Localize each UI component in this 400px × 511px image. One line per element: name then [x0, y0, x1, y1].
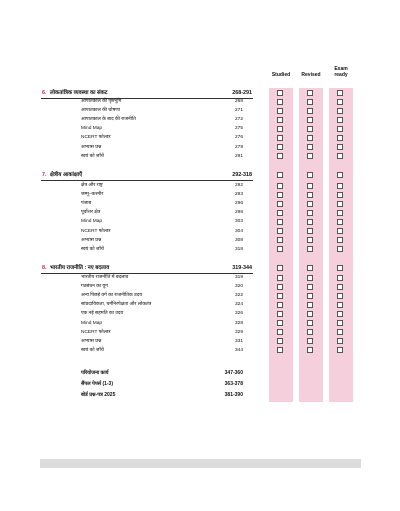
exam-ready-checkbox[interactable] — [337, 126, 343, 132]
topic-row[interactable] — [81, 228, 243, 235]
topic-title: अभ्यास प्रश्न — [81, 144, 102, 150]
revised-checkbox[interactable] — [307, 126, 313, 132]
topic-page: 318 — [234, 246, 243, 252]
topic-page: 292 — [234, 183, 243, 188]
exam-ready-checkbox[interactable] — [337, 90, 343, 96]
footer-bar — [40, 459, 361, 468]
revised-checkbox[interactable] — [307, 192, 313, 198]
topic-row[interactable] — [81, 134, 243, 141]
exam-ready-checkbox[interactable] — [337, 265, 343, 271]
topic-title: गठबंधन का युग — [81, 284, 108, 290]
topic-row[interactable] — [81, 218, 243, 225]
topic-row[interactable] — [81, 301, 243, 308]
topic-title: स्वयं को जाँचें — [81, 246, 104, 252]
topic-title: आपातकाल की घोषणा — [81, 108, 120, 114]
topic-page: 268 — [234, 99, 243, 104]
revised-checkbox[interactable] — [307, 219, 313, 225]
exam-ready-checkbox[interactable] — [337, 144, 343, 150]
revised-checkbox[interactable] — [307, 293, 313, 299]
revised-checkbox[interactable] — [307, 99, 313, 105]
topic-row[interactable] — [81, 125, 243, 132]
topic-title: जम्मू–कश्मीर — [81, 192, 104, 198]
exam-ready-checkbox[interactable] — [337, 338, 343, 344]
topic-title: अभ्यास प्रश्न — [81, 338, 102, 344]
exam-ready-checkbox[interactable] — [337, 311, 343, 317]
topic-row[interactable] — [81, 237, 243, 244]
studied-header: Studied — [271, 72, 291, 78]
exam-ready-checkbox[interactable] — [337, 347, 343, 353]
exam-ready-checkbox[interactable] — [337, 237, 343, 243]
revised-checkbox[interactable] — [307, 90, 313, 96]
topic-page: 344 — [234, 347, 243, 353]
topic-page: 275 — [234, 126, 243, 132]
revised-checkbox[interactable] — [307, 246, 313, 252]
topic-page: 329 — [234, 329, 243, 335]
topic-row[interactable] — [81, 209, 243, 216]
chapter-heading[interactable] — [42, 89, 252, 97]
topic-title: सांप्रदायिकता, धर्मनिरपेक्षता और लोकतंत्र — [81, 302, 152, 308]
chapter-heading[interactable] — [42, 264, 252, 272]
chapter-title: भारतीय राजनीति : नए बदलाव — [50, 265, 110, 271]
topic-row[interactable] — [81, 191, 243, 198]
topic-page: 328 — [234, 320, 243, 326]
chapter-underline — [41, 180, 253, 181]
studied-checkbox[interactable] — [277, 172, 283, 178]
studied-checkbox[interactable] — [277, 99, 283, 105]
exam-ready-checkbox[interactable] — [337, 302, 343, 308]
exam-ready-checkbox[interactable] — [337, 153, 343, 159]
topic-title: पंजाब — [81, 201, 92, 207]
topic-page: 320 — [234, 284, 243, 290]
appendix-pages: 381-390 — [224, 392, 243, 398]
topic-title: अन्य पिछड़े वर्ग का राजनीतिक उदय — [81, 293, 143, 299]
revised-checkbox[interactable] — [307, 237, 313, 243]
topic-row[interactable] — [81, 274, 243, 281]
topic-title: Mind Map — [81, 320, 103, 326]
topic-page: 291 — [234, 153, 243, 159]
topic-row[interactable] — [81, 320, 243, 327]
topic-title: Mind Map — [81, 219, 103, 225]
topic-page: 276 — [234, 135, 243, 141]
chapter-page-range: 319-344 — [232, 265, 252, 271]
topic-title: भारतीय राजनीति में बदलाव — [81, 275, 129, 280]
topic-row[interactable] — [81, 338, 243, 345]
studied-checkbox[interactable] — [277, 135, 283, 141]
exam-ready-checkbox[interactable] — [337, 210, 343, 216]
topic-row[interactable] — [81, 200, 243, 207]
topic-row[interactable] — [81, 283, 243, 290]
revised-checkbox[interactable] — [307, 172, 313, 178]
appendix-row[interactable] — [81, 380, 243, 388]
exam-ready-checkbox[interactable] — [337, 201, 343, 207]
appendix-title: बोर्ड प्रश्न-पत्र 2025 — [81, 392, 116, 398]
exam-ready-checkbox[interactable] — [337, 192, 343, 198]
studied-checkbox[interactable] — [277, 210, 283, 216]
studied-checkbox[interactable] — [277, 201, 283, 207]
studied-checkbox[interactable] — [277, 183, 283, 189]
studied-checkbox[interactable] — [277, 329, 283, 335]
studied-checkbox[interactable] — [277, 237, 283, 243]
topic-row[interactable] — [81, 347, 243, 354]
studied-checkbox[interactable] — [277, 293, 283, 299]
topic-page: 324 — [234, 302, 243, 308]
topic-row[interactable] — [81, 144, 243, 151]
revised-checkbox[interactable] — [307, 347, 313, 353]
chapter-number: 6. — [42, 90, 47, 96]
topic-row[interactable] — [81, 292, 243, 299]
exam-ready-checkbox[interactable] — [337, 183, 343, 189]
revised-checkbox[interactable] — [307, 210, 313, 216]
chapter-number: 7. — [42, 172, 47, 178]
topic-title: पूर्वोत्तर क्षेत्र — [81, 210, 101, 216]
exam-ready-checkbox[interactable] — [337, 246, 343, 252]
exam-ready-checkbox[interactable] — [337, 329, 343, 335]
studied-checkbox[interactable] — [277, 265, 283, 271]
chapter-title: लोकतांत्रिक व्यवस्था का संकट — [50, 90, 108, 96]
studied-checkbox[interactable] — [277, 302, 283, 308]
chapter-heading[interactable] — [42, 171, 252, 179]
topic-row[interactable] — [81, 182, 243, 189]
studied-checkbox[interactable] — [277, 320, 283, 326]
topic-title: एक नई सहमति का उदय — [81, 311, 124, 317]
topic-page: 319 — [234, 275, 243, 280]
exam-ready-checkbox[interactable] — [337, 219, 343, 225]
revised-checkbox[interactable] — [307, 117, 313, 123]
revised-checkbox[interactable] — [307, 144, 313, 150]
revised-checkbox[interactable] — [307, 135, 313, 141]
revised-checkbox[interactable] — [307, 265, 313, 271]
studied-checkbox[interactable] — [277, 90, 283, 96]
revised-checkbox[interactable] — [307, 275, 313, 281]
exam-ready-checkbox[interactable] — [337, 320, 343, 326]
topic-page: 303 — [234, 219, 243, 225]
revised-checkbox[interactable] — [307, 284, 313, 290]
topic-page: 308 — [234, 237, 243, 243]
exam-ready-checkbox[interactable] — [337, 135, 343, 141]
topic-row[interactable] — [81, 153, 243, 160]
studied-checkbox[interactable] — [277, 117, 283, 123]
exam-ready-checkbox[interactable] — [337, 293, 343, 299]
revised-checkbox[interactable] — [307, 201, 313, 207]
topic-row[interactable] — [81, 98, 243, 105]
topic-page: 293 — [234, 192, 243, 198]
appendix-row[interactable] — [81, 391, 243, 399]
topic-title: स्वयं को जाँचें — [81, 347, 104, 353]
studied-checkbox[interactable] — [277, 219, 283, 225]
revised-checkbox[interactable] — [307, 228, 313, 234]
topic-title: अभ्यास प्रश्न — [81, 237, 102, 243]
appendix-pages: 363-378 — [224, 381, 243, 387]
revised-checkbox[interactable] — [307, 153, 313, 159]
studied-checkbox[interactable] — [277, 311, 283, 317]
topic-title: स्वयं को जाँचें — [81, 153, 104, 159]
topic-row[interactable] — [81, 107, 243, 114]
exam-ready-checkbox[interactable] — [337, 99, 343, 105]
topic-page: 322 — [234, 293, 243, 299]
chapter-title: क्षेत्रीय आकांक्षाएँ — [50, 172, 83, 178]
studied-checkbox[interactable] — [277, 338, 283, 344]
exam-ready-checkbox[interactable] — [337, 275, 343, 281]
topic-row[interactable] — [81, 246, 243, 253]
exam-ready-checkbox[interactable] — [337, 228, 343, 234]
topic-page: 304 — [234, 228, 243, 234]
topic-title: NCERT फोल्डर — [81, 329, 111, 335]
chapter-number: 8. — [42, 265, 47, 271]
revised-checkbox[interactable] — [307, 311, 313, 317]
exam-ready-checkbox[interactable] — [337, 284, 343, 290]
revised-checkbox[interactable] — [307, 108, 313, 114]
exam-ready-checkbox[interactable] — [337, 108, 343, 114]
topic-title: क्षेत्र और राष्ट्र — [81, 183, 103, 188]
appendix-row[interactable] — [81, 369, 243, 377]
studied-checkbox[interactable] — [277, 228, 283, 234]
topic-page: 279 — [234, 144, 243, 150]
topic-page: 272 — [234, 117, 243, 123]
revised-checkbox[interactable] — [307, 329, 313, 335]
studied-checkbox[interactable] — [277, 275, 283, 281]
chapter-page-range: 268-291 — [232, 90, 252, 96]
studied-checkbox[interactable] — [277, 347, 283, 353]
exam-ready-checkbox[interactable] — [337, 117, 343, 123]
studied-checkbox[interactable] — [277, 246, 283, 252]
topic-row[interactable] — [81, 329, 243, 336]
appendix-title: सैंपल पेपर्स (1-3) — [81, 381, 114, 387]
revised-header: Revised — [301, 72, 321, 78]
revised-checkbox[interactable] — [307, 183, 313, 189]
studied-checkbox[interactable] — [277, 284, 283, 290]
topic-page: 296 — [234, 201, 243, 207]
studied-checkbox[interactable] — [277, 126, 283, 132]
studied-checkbox[interactable] — [277, 108, 283, 114]
topic-row[interactable] — [81, 116, 243, 123]
revised-checkbox[interactable] — [307, 338, 313, 344]
appendix-title: परियोजना कार्य — [81, 370, 109, 376]
topic-page: 326 — [234, 311, 243, 317]
topic-page: 331 — [234, 338, 243, 344]
topic-title: Mind Map — [81, 126, 103, 132]
topic-title: NCERT फोल्डर — [81, 135, 111, 141]
topic-title: NCERT फोल्डर — [81, 228, 111, 234]
topic-title: आपातकाल की पृष्ठभूमि — [81, 99, 122, 104]
studied-checkbox[interactable] — [277, 144, 283, 150]
studied-checkbox[interactable] — [277, 192, 283, 198]
exam-ready-checkbox[interactable] — [337, 172, 343, 178]
topic-row[interactable] — [81, 310, 243, 317]
chapter-page-range: 292-318 — [232, 172, 252, 178]
topic-page: 298 — [234, 210, 243, 216]
revised-checkbox[interactable] — [307, 320, 313, 326]
topic-title: आपातकाल के बाद की राजनीति — [81, 117, 136, 123]
topic-page: 271 — [234, 108, 243, 114]
revised-checkbox[interactable] — [307, 302, 313, 308]
exam-ready-header: Exam ready — [334, 66, 348, 78]
appendix-pages: 347-360 — [224, 370, 243, 376]
studied-checkbox[interactable] — [277, 153, 283, 159]
